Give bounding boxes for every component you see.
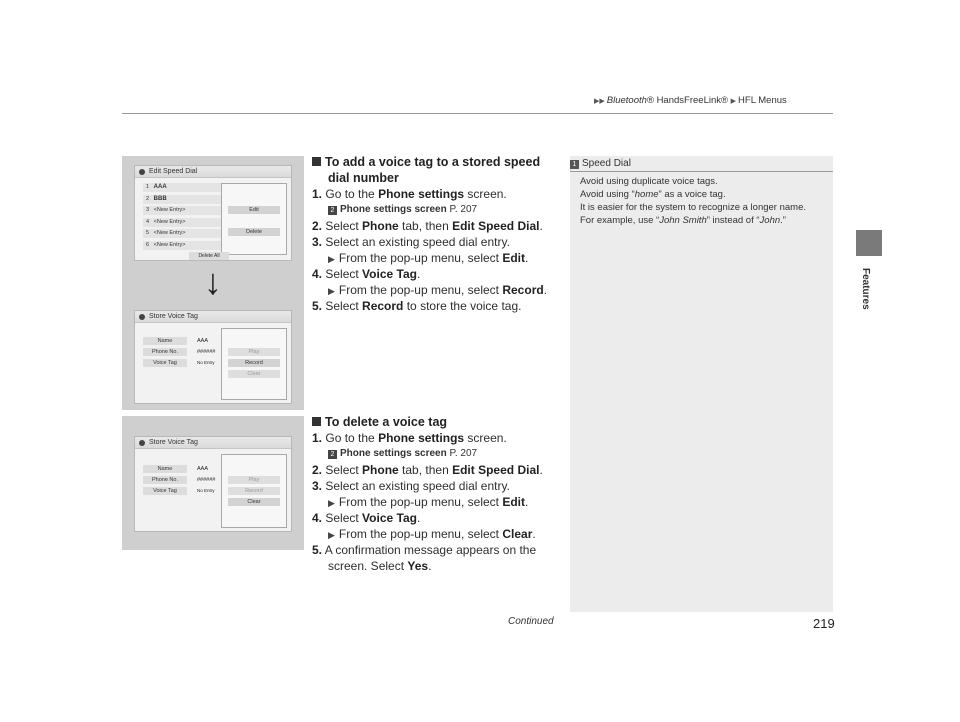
field-labels [143,337,187,367]
voice-tag-label: Voice Tag [143,487,187,495]
note-title: 1 Speed Dial [570,158,631,169]
edit-speed-dial-screen [134,165,292,261]
list-item[interactable]: 4 <New Entry> [143,218,223,227]
reference-icon: 2 [328,450,337,459]
edit-button[interactable]: Edit [228,206,280,214]
name-value: AAA [197,466,209,472]
square-bullet-icon [312,417,321,426]
phone-label: Phone No. [143,476,187,484]
note-line-1: Avoid using duplicate voice tags. [580,176,718,187]
phone-value: ###### [197,349,216,355]
delete-step-1-reference[interactable]: 2 Phone settings screen P. 207 [328,448,477,459]
breadcrumb [594,95,787,106]
speed-dial-list [143,183,223,252]
section-add-title-line2: dial number [328,171,399,185]
name-label: Name [143,337,187,345]
note-rule [570,171,833,172]
delete-step-3: 3. Select an existing speed dial entry. [312,479,510,493]
section-tab-label: Features [860,268,871,310]
reference-icon: 2 [328,206,337,215]
add-step-2: 2. Select Phone tab, then Edit Speed Dial. [312,219,543,233]
breadcrumb-hfl-menus: HFL Menus [738,95,787,106]
breadcrumb-handsfreelink: ® HandsFreeLink® [646,95,728,106]
delete-step-3-sub: ▶ From the pop-up menu, select Edit. [328,495,529,509]
triangle-icon: ▶ [328,530,335,540]
voice-tag-label: Voice Tag [143,359,187,367]
delete-button[interactable]: Delete [228,228,280,236]
voice-tag-value: No Entry [197,488,215,493]
triangle-icon: ▶ [730,98,737,105]
delete-all-button[interactable]: Delete All [189,252,229,260]
delete-step-1: 1. Go to the Phone settings screen. [312,431,507,445]
clear-button[interactable]: Clear [228,498,280,506]
breadcrumb-bluetooth: Bluetooth [606,95,647,106]
name-label: Name [143,465,187,473]
play-button[interactable]: Play [228,348,280,356]
name-value: AAA [197,338,209,344]
square-bullet-icon [312,157,321,166]
screen-title: Store Voice Tag [135,311,291,323]
triangle-icon: ▶ [328,286,335,296]
section-tab-block [856,230,882,256]
phone-value: ###### [197,477,216,483]
clear-button[interactable]: Clear [228,370,280,378]
section-delete-title: To delete a voice tag [312,414,447,431]
arrow-down-icon: ↓ [204,261,222,302]
note-line-4: For example, use “John Smith” instead of “John.” [580,215,786,226]
delete-step-5: 5. A confirmation message appears on the [312,543,537,557]
triangle-icon: ▶▶ [594,98,605,105]
add-step-1-reference[interactable]: 2 Phone settings screen P. 207 [328,204,477,215]
popup-menu [221,328,287,400]
store-voice-tag-screen [134,436,292,532]
phone-label: Phone No. [143,348,187,356]
delete-step-2: 2. Select Phone tab, then Edit Speed Dial. [312,463,543,477]
header-rule [122,113,833,114]
add-step-5: 5. Select Record to store the voice tag. [312,299,522,313]
list-item[interactable]: 3 <New Entry> [143,206,223,215]
note-line-2: Avoid using “home” as a voice tag. [580,189,726,200]
field-labels [143,465,187,495]
delete-step-5-line2: screen. Select Yes. [328,559,432,573]
add-step-3-sub: ▶ From the pop-up menu, select Edit. [328,251,529,265]
note-line-3: It is easier for the system to recognize a longer name. [580,202,806,213]
play-button[interactable]: Play [228,476,280,484]
triangle-icon: ▶ [328,254,335,264]
list-item[interactable]: 5 <New Entry> [143,229,223,238]
list-item[interactable]: 6 <New Entry> [143,241,223,250]
store-voice-tag-screen [134,310,292,404]
record-button[interactable]: Record [228,487,280,495]
add-step-4-sub: ▶ From the pop-up menu, select Record. [328,283,548,297]
add-step-3: 3. Select an existing speed dial entry. [312,235,510,249]
popup-menu [221,183,287,255]
field-values [197,465,223,495]
field-values [197,337,223,367]
screen-title: Edit Speed Dial [135,166,291,178]
triangle-icon: ▶ [328,498,335,508]
screen-title: Store Voice Tag [135,437,291,449]
delete-step-4: 4. Select Voice Tag. [312,511,421,525]
page-number: 219 [813,616,835,631]
section-add-title: To add a voice tag to a stored speed [312,154,540,171]
list-item[interactable]: 2 BBB [143,195,223,204]
add-step-1: 1. Go to the Phone settings screen. [312,187,507,201]
add-step-4: 4. Select Voice Tag. [312,267,421,281]
list-item[interactable]: 1 AAA [143,183,223,192]
delete-step-4-sub: ▶ From the pop-up menu, select Clear. [328,527,536,541]
record-button[interactable]: Record [228,359,280,367]
voice-tag-value: No Entry [197,360,215,365]
popup-menu [221,454,287,528]
continued-label: Continued [508,616,554,627]
note-icon: 1 [570,160,579,169]
